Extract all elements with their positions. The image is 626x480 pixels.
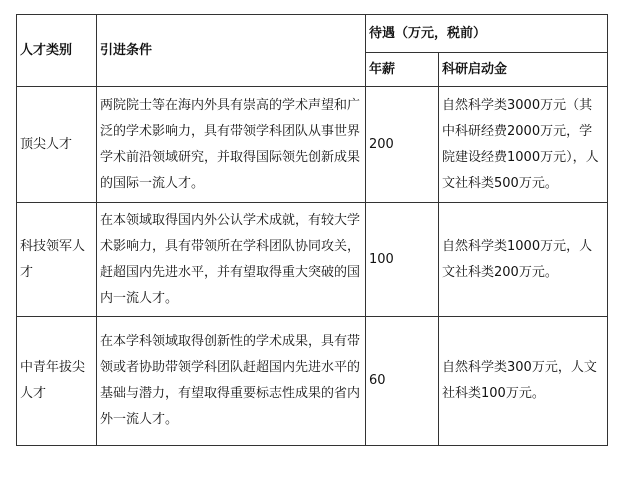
fund-cell: 自然科学类1000万元，人文社科类200万元。 bbox=[439, 203, 608, 317]
category-cell: 顶尖人才 bbox=[17, 87, 97, 203]
category-cell: 科技领军人才 bbox=[17, 203, 97, 317]
salary-cell: 60 bbox=[366, 317, 439, 446]
header-conditions: 引进条件 bbox=[97, 15, 366, 87]
conditions-cell: 在本领域取得国内外公认学术成就，有较大学术影响力，具有带领所在学科团队协同攻关，赶超国内先进水平，并有望取得重大突破的国内一流人才。 bbox=[97, 203, 366, 317]
header-annual-salary: 年薪 bbox=[366, 53, 439, 87]
header-research-fund: 科研启动金 bbox=[439, 53, 608, 87]
talent-table bbox=[16, 14, 608, 446]
header-treatment: 待遇（万元，税前） bbox=[366, 15, 608, 53]
table-row bbox=[17, 87, 608, 203]
header-category: 人才类别 bbox=[17, 15, 97, 87]
fund-cell: 自然科学类3000万元（其中科研经费2000万元，学院建设经费1000万元），人文社科类500万元。 bbox=[439, 87, 608, 203]
header-row bbox=[17, 15, 608, 53]
conditions-cell: 在本学科领域取得创新性的学术成果，具有带领或者协助带领学科团队赶超国内先进水平的基础与潜力，有望取得重要标志性成果的省内外一流人才。 bbox=[97, 317, 366, 446]
table-body bbox=[17, 87, 608, 446]
conditions-cell: 两院院士等在海内外具有崇高的学术声望和广泛的学术影响力，具有带领学科团队从事世界学术前沿领域研究，并取得国际领先创新成果的国际一流人才。 bbox=[97, 87, 366, 203]
table-row bbox=[17, 203, 608, 317]
table-header bbox=[17, 15, 608, 87]
salary-cell: 100 bbox=[366, 203, 439, 317]
category-cell: 中青年拔尖人才 bbox=[17, 317, 97, 446]
fund-cell: 自然科学类300万元，人文社科类100万元。 bbox=[439, 317, 608, 446]
table-row bbox=[17, 317, 608, 446]
salary-cell: 200 bbox=[366, 87, 439, 203]
